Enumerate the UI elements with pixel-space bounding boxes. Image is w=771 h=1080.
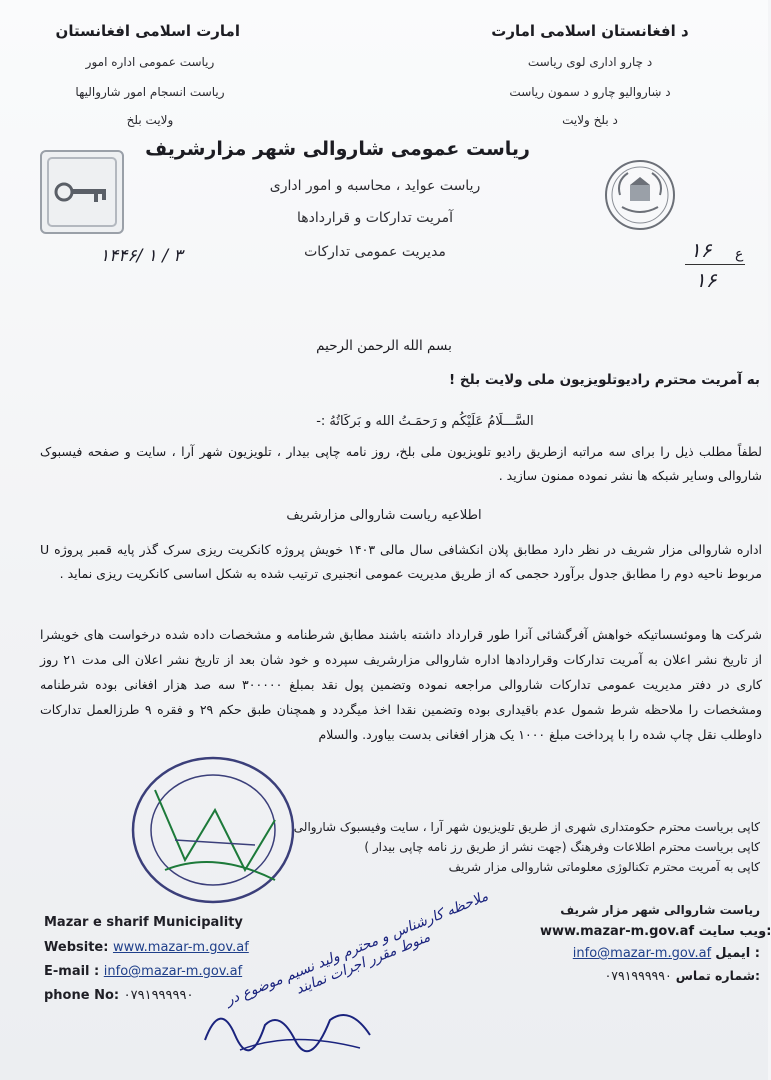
- footer-fa-website[interactable]: www.mazar-m.gov.af: [540, 924, 695, 939]
- header-left-line1: ریاست عمومی اداره امور: [85, 55, 215, 69]
- footer-fa-phone: ۰۷۹۱۹۹۹۹۹۰: [604, 968, 672, 983]
- footer-en-phone-label: phone No:: [44, 988, 120, 1003]
- center-line2: آمریت تدارکات و قراردادها: [297, 210, 453, 226]
- number-top: ۱۶: [690, 238, 712, 262]
- handwritten-note: ملاحظه کارشناس و محترم ولید نسیم موضوع در منوط مقرر اجرات نمایند: [223, 888, 491, 1009]
- footer-fa-org: ریاست شاروالی شهر مزار شریف: [560, 903, 760, 917]
- header-left-line3: ولایت بلخ: [126, 113, 174, 127]
- footer-en-email-row: E-mail : info@mazar-m.gov.af: [44, 964, 243, 979]
- footer-fa-phone-row: [540, 968, 760, 983]
- header-left-title: امارت اسلامی افغانستان: [55, 22, 240, 40]
- handwritten-date: ۱۴۴۶/ ۱ / ۳: [100, 246, 183, 266]
- footer-en-website-row: [44, 940, 249, 955]
- header-right-line2: د ښاروالیو چارو د سمون ریاست: [509, 85, 671, 99]
- footer-fa-email-label: ایمیل :: [715, 946, 760, 961]
- cc-line-3: کاپی به آمریت محترم تکنالوژی معلوماتی شاروالی مزار شریف: [448, 860, 760, 874]
- paragraph-request: لطفاً مطلب ذیل را برای سه مراتبه ازطریق رادیو تلویزیون ملی بلخ، روز نامه چاپی بیدار ، تلویزیون شهر آرا ، سایت و صفحه فیسبوک شاروالی وسایر شبکه ها نشر نموده ممنون سازید .: [40, 444, 762, 483]
- center-line1: ریاست عواید ، محاسبه و امور اداری: [269, 178, 481, 194]
- center-line3: مدیریت عمومی تدارکات: [304, 244, 446, 260]
- emirate-emblem: [600, 155, 680, 235]
- footer-en-phone-row: [44, 988, 193, 1003]
- footer-en-email[interactable]: info@mazar-m.gov.af: [103, 964, 243, 979]
- addressee: به آمریت محترم رادیوتلویزیون ملی ولایت بلخ !: [448, 372, 760, 388]
- cc-line-1: کاپی بریاست محترم حکومتداری شهری از طریق تلویزیون شهر آرا ، سایت وفیسبوک شاروالی: [293, 820, 760, 834]
- number-mark: ع: [735, 246, 744, 262]
- salutation: السَّـــلَامُ عَلَيْكُم و رَحمَـتُ الله و بَركَاتُهُ :-: [316, 414, 534, 429]
- signature: [200, 990, 380, 1060]
- cc-line-2: کاپی بریاست محترم اطلاعات وفرهنگ (جهت نشر از طریق رز نامه چاپی بیدار ): [364, 840, 760, 854]
- footer-en-org: Mazar e sharif Municipality: [44, 915, 243, 930]
- footer-fa-phone-label: شماره تماس:: [675, 968, 760, 983]
- footer-fa-email-row: [540, 946, 760, 961]
- center-title: ریاست عمومی شاروالی شهر مزارشریف: [145, 138, 530, 160]
- footer-fa-website-row: [540, 924, 771, 939]
- notice-title: اطلاعیه ریاست شاروالی مزارشریف: [286, 508, 482, 523]
- header-left-line2: ریاست انسجام امور شاروالیها: [75, 85, 225, 99]
- paragraph-bidding: شرکت ها وموئسساتیکه خواهش آفرگشائی آنرا طور قرارداد داشته باشند مطابق شرطنامه و مشخصات داده شده درخواست های خویشرا از تاریخ نشر اعلان به آمریت تدارکات وقراردادها اداره شاروالی مزارشریف سپرده و خود شان بعد از تاریخ نشر اعلان الی مدت ۲۱ روز کاری در دفتر مدیریت عمومی تدارکات شاروالی مراجعه نموده وتضمین پول نقد بمبلغ ۳۰۰۰۰۰ سه صد هزار افغانی بوده شرطنامه ومشخصات را ملاحظه شرط شمول عدم باقیداری بوده وتضمین نقدا اخذ میگردد و همچنان طبق حکم ۲۹ و فقره ۹ طرزالعمل تدارکات داوطلب نقل چاپ شده را با پرداخت مبلغ ۱۰۰۰ یک هزار افغانی بدست بیاورد. والسلام: [40, 627, 762, 742]
- number-bottom: ۱۶: [695, 268, 717, 292]
- header-right-title: د افغانستان اسلامی امارت: [491, 22, 689, 40]
- header-right-line1: د چارو اداری لوی ریاست: [527, 55, 653, 69]
- bismillah: بسم الله الرحمن الرحیم: [316, 338, 452, 354]
- paragraph-project: اداره شاروالی مزار شریف در نظر دارد مطابق پلان انکشافی سال مالی ۱۴۰۳ خویش پروژه کانکریت ریزی سرک گذر پایه قمبر پروژه U مربوط ناحیه دوم را مطابق جدول برآورد حجمی که از طریق مدیریت عمومی انجنیری ترتیب شده به شکل اساسی کانکریت ریزی نماید .: [40, 542, 763, 581]
- footer-fa-website-label: ویب سایت:: [698, 924, 771, 939]
- number-divider: [685, 264, 745, 265]
- footer-en-email-label: E-mail: [44, 964, 90, 979]
- footer-en-phone: ۰۷۹۱۹۹۹۹۹۰: [123, 988, 194, 1003]
- header-right-line3: د بلخ ولایت: [562, 113, 618, 127]
- municipality-emblem: [40, 150, 124, 234]
- official-stamp: [125, 750, 300, 910]
- footer-fa-email[interactable]: info@mazar-m.gov.af: [572, 946, 712, 961]
- footer-en-website[interactable]: www.mazar-m.gov.af: [112, 940, 249, 955]
- footer-en-website-label: Website:: [44, 940, 109, 955]
